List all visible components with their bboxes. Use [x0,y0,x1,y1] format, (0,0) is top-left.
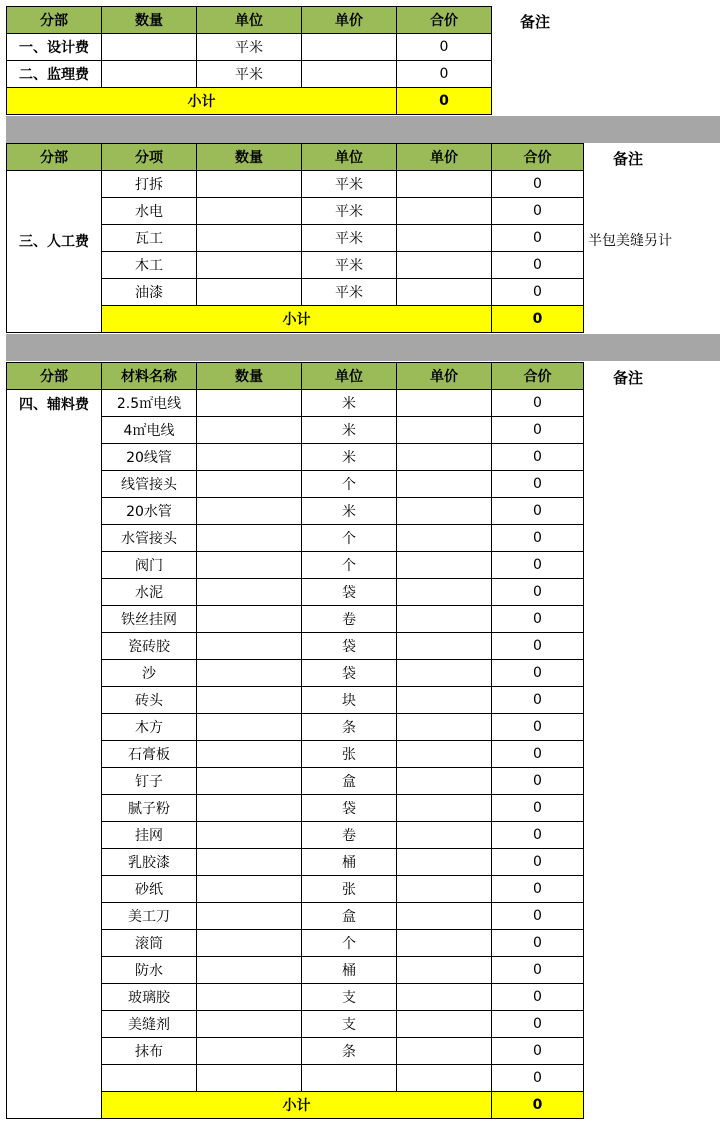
quantity-cell[interactable] [197,1065,302,1092]
total-cell: 0 [492,660,584,687]
unit-price-cell[interactable] [397,279,492,306]
unit-price-cell[interactable] [397,390,492,417]
subtotal-row [7,88,492,115]
unit-cell: 袋 [302,633,397,660]
item-cell: 阀门 [102,552,197,579]
total-cell: 0 [492,579,584,606]
note-header: 备注 [613,369,644,387]
unit-cell: 条 [302,714,397,741]
design-table [6,6,492,115]
unit-cell: 卷 [302,822,397,849]
unit-cell: 盒 [302,903,397,930]
unit-cell: 平米 [197,61,302,88]
unit-price-cell[interactable] [397,471,492,498]
unit-cell: 桶 [302,849,397,876]
total-cell: 0 [492,903,584,930]
item-cell [102,1065,197,1092]
unit-price-cell[interactable] [397,1065,492,1092]
header-division: 分部 [7,144,102,171]
quantity-cell[interactable] [197,957,302,984]
unit-cell: 袋 [302,660,397,687]
header-division: 分部 [7,7,102,34]
unit-cell: 个 [302,471,397,498]
header-total: 合价 [492,144,584,171]
header-quantity: 数量 [102,7,197,34]
unit-cell: 袋 [302,795,397,822]
item-cell: 20水管 [102,498,197,525]
header-unit: 单位 [197,7,302,34]
unit-cell: 条 [302,1038,397,1065]
category-labor-fee: 三、人工费 [7,171,102,333]
item-cell: 木方 [102,714,197,741]
unit-price-cell[interactable] [397,225,492,252]
unit-price-cell[interactable] [397,741,492,768]
unit-price-cell[interactable] [397,633,492,660]
unit-cell: 张 [302,741,397,768]
total-cell: 0 [492,741,584,768]
item-cell: 腻子粉 [102,795,197,822]
table-row [7,34,492,61]
total-cell: 0 [492,198,584,225]
item-cell: 20线管 [102,444,197,471]
table-row [7,171,584,198]
design-header-row [7,7,492,34]
total-cell: 0 [492,795,584,822]
quantity-cell[interactable] [197,444,302,471]
item-cell: 玻璃胶 [102,984,197,1011]
unit-price-cell[interactable] [302,61,397,88]
item-cell: 2.5㎡电线 [102,390,197,417]
item-cell: 水管接头 [102,525,197,552]
quantity-cell[interactable] [197,498,302,525]
header-unit: 单位 [302,363,397,390]
quantity-cell[interactable] [197,1011,302,1038]
total-cell: 0 [492,687,584,714]
unit-price-cell[interactable] [397,552,492,579]
unit-price-cell[interactable] [397,768,492,795]
unit-cell: 个 [302,525,397,552]
unit-price-cell[interactable] [397,444,492,471]
item-cell: 挂网 [102,822,197,849]
item-cell: 石膏板 [102,741,197,768]
total-cell: 0 [492,444,584,471]
unit-price-cell[interactable] [397,198,492,225]
unit-price-cell[interactable] [397,984,492,1011]
quantity-cell[interactable] [197,876,302,903]
unit-cell: 张 [302,876,397,903]
quantity-cell[interactable] [197,714,302,741]
labor-header-row [7,144,584,171]
unit-cell: 平米 [302,252,397,279]
item-cell: 水电 [102,198,197,225]
total-cell: 0 [492,930,584,957]
item-cell: 瓷砖胶 [102,633,197,660]
quantity-cell[interactable] [197,198,302,225]
unit-cell: 平米 [302,225,397,252]
quantity-cell[interactable] [197,660,302,687]
total-cell: 0 [492,171,584,198]
quantity-cell[interactable] [197,471,302,498]
unit-price-cell[interactable] [397,1011,492,1038]
item-cell: 防水 [102,957,197,984]
item-cell: 线管接头 [102,471,197,498]
unit-price-cell[interactable] [397,417,492,444]
item-cell: 乳胶漆 [102,849,197,876]
unit-cell [302,1065,397,1092]
unit-price-cell[interactable] [397,687,492,714]
quantity-cell[interactable] [197,984,302,1011]
unit-price-cell[interactable] [397,498,492,525]
unit-price-cell[interactable] [397,849,492,876]
header-total: 合价 [492,363,584,390]
quantity-cell[interactable] [197,795,302,822]
total-cell: 0 [492,876,584,903]
unit-price-cell[interactable] [397,795,492,822]
quantity-cell[interactable] [197,252,302,279]
item-cell: 油漆 [102,279,197,306]
unit-price-cell[interactable] [397,957,492,984]
item-cell: 瓦工 [102,225,197,252]
total-cell: 0 [492,525,584,552]
quantity-cell[interactable] [197,171,302,198]
unit-cell: 平米 [302,171,397,198]
unit-cell: 块 [302,687,397,714]
note-tiling: 半包美缝另计 [588,233,672,249]
category-supervision-fee: 二、监理费 [7,61,102,88]
header-quantity: 数量 [197,363,302,390]
total-cell: 0 [492,1065,584,1092]
unit-price-cell[interactable] [397,930,492,957]
unit-cell: 支 [302,984,397,1011]
quantity-cell[interactable] [197,903,302,930]
total-cell: 0 [492,552,584,579]
unit-price-cell[interactable] [397,822,492,849]
item-cell: 水泥 [102,579,197,606]
unit-price-cell[interactable] [397,579,492,606]
quantity-cell[interactable] [197,279,302,306]
unit-cell: 米 [302,390,397,417]
quantity-cell[interactable] [197,390,302,417]
unit-cell: 支 [302,1011,397,1038]
unit-price-cell[interactable] [397,171,492,198]
item-cell: 砂纸 [102,876,197,903]
item-cell: 木工 [102,252,197,279]
quantity-cell[interactable] [197,930,302,957]
item-cell: 4㎡电线 [102,417,197,444]
unit-cell: 平米 [302,279,397,306]
total-cell: 0 [492,1011,584,1038]
unit-cell: 桶 [302,957,397,984]
item-cell: 打拆 [102,171,197,198]
header-division: 分部 [7,363,102,390]
subtotal-value: 0 [492,306,584,333]
unit-cell: 盒 [302,768,397,795]
table-row [7,390,584,417]
table-row [7,61,492,88]
subtotal-label: 小计 [102,306,492,333]
unit-cell: 米 [302,444,397,471]
subtotal-label: 小计 [7,88,397,115]
unit-price-cell[interactable] [397,876,492,903]
unit-price-cell[interactable] [397,1038,492,1065]
total-cell: 0 [397,34,492,61]
quantity-cell[interactable] [197,741,302,768]
quantity-cell[interactable] [197,633,302,660]
total-cell: 0 [492,252,584,279]
unit-price-cell[interactable] [397,606,492,633]
quantity-cell[interactable] [197,225,302,252]
quantity-cell[interactable] [197,1038,302,1065]
total-cell: 0 [492,390,584,417]
category-design-fee: 一、设计费 [7,34,102,61]
total-cell: 0 [492,225,584,252]
unit-cell: 米 [302,417,397,444]
total-cell: 0 [492,606,584,633]
unit-cell: 个 [302,930,397,957]
materials-table [6,362,584,1119]
quantity-cell[interactable] [197,552,302,579]
labor-table [6,143,584,333]
total-cell: 0 [492,957,584,984]
item-cell: 滚筒 [102,930,197,957]
total-cell: 0 [492,498,584,525]
unit-cell: 平米 [302,198,397,225]
materials-header-row [7,363,584,390]
unit-cell: 米 [302,498,397,525]
unit-price-cell[interactable] [397,660,492,687]
total-cell: 0 [492,984,584,1011]
total-cell: 0 [492,822,584,849]
item-cell: 铁丝挂网 [102,606,197,633]
unit-price-cell[interactable] [397,714,492,741]
item-cell: 钉子 [102,768,197,795]
header-unit-price: 单价 [397,363,492,390]
item-cell: 抹布 [102,1038,197,1065]
unit-price-cell[interactable] [397,252,492,279]
quantity-cell[interactable] [102,61,197,88]
unit-cell: 平米 [197,34,302,61]
quantity-cell[interactable] [197,525,302,552]
section-separator [6,116,720,143]
category-materials-fee: 四、辅料费 [7,390,102,1119]
unit-price-cell[interactable] [302,34,397,61]
quantity-cell[interactable] [197,849,302,876]
note-header: 备注 [520,13,551,31]
subtotal-value: 0 [492,1092,584,1119]
section-separator [6,334,720,361]
header-total: 合价 [397,7,492,34]
quantity-cell[interactable] [197,606,302,633]
header-unit-price: 单价 [397,144,492,171]
item-cell: 沙 [102,660,197,687]
unit-cell: 个 [302,552,397,579]
quantity-cell[interactable] [197,687,302,714]
unit-cell: 袋 [302,579,397,606]
header-quantity: 数量 [197,144,302,171]
subtotal-label: 小计 [102,1092,492,1119]
subtotal-value: 0 [397,88,492,115]
unit-price-cell[interactable] [397,903,492,930]
header-item: 分项 [102,144,197,171]
unit-cell: 卷 [302,606,397,633]
total-cell: 0 [492,471,584,498]
total-cell: 0 [492,768,584,795]
note-header: 备注 [613,150,644,168]
total-cell: 0 [492,714,584,741]
unit-price-cell[interactable] [397,525,492,552]
total-cell: 0 [492,417,584,444]
total-cell: 0 [492,279,584,306]
item-cell: 砖头 [102,687,197,714]
quantity-cell[interactable] [197,822,302,849]
header-unit: 单位 [302,144,397,171]
quantity-cell[interactable] [197,579,302,606]
total-cell: 0 [492,1038,584,1065]
item-cell: 美工刀 [102,903,197,930]
total-cell: 0 [492,849,584,876]
quantity-cell[interactable] [197,768,302,795]
item-cell: 美缝剂 [102,1011,197,1038]
quantity-cell[interactable] [197,417,302,444]
total-cell: 0 [397,61,492,88]
total-cell: 0 [492,633,584,660]
header-material-name: 材料名称 [102,363,197,390]
quantity-cell[interactable] [102,34,197,61]
header-unit-price: 单价 [302,7,397,34]
